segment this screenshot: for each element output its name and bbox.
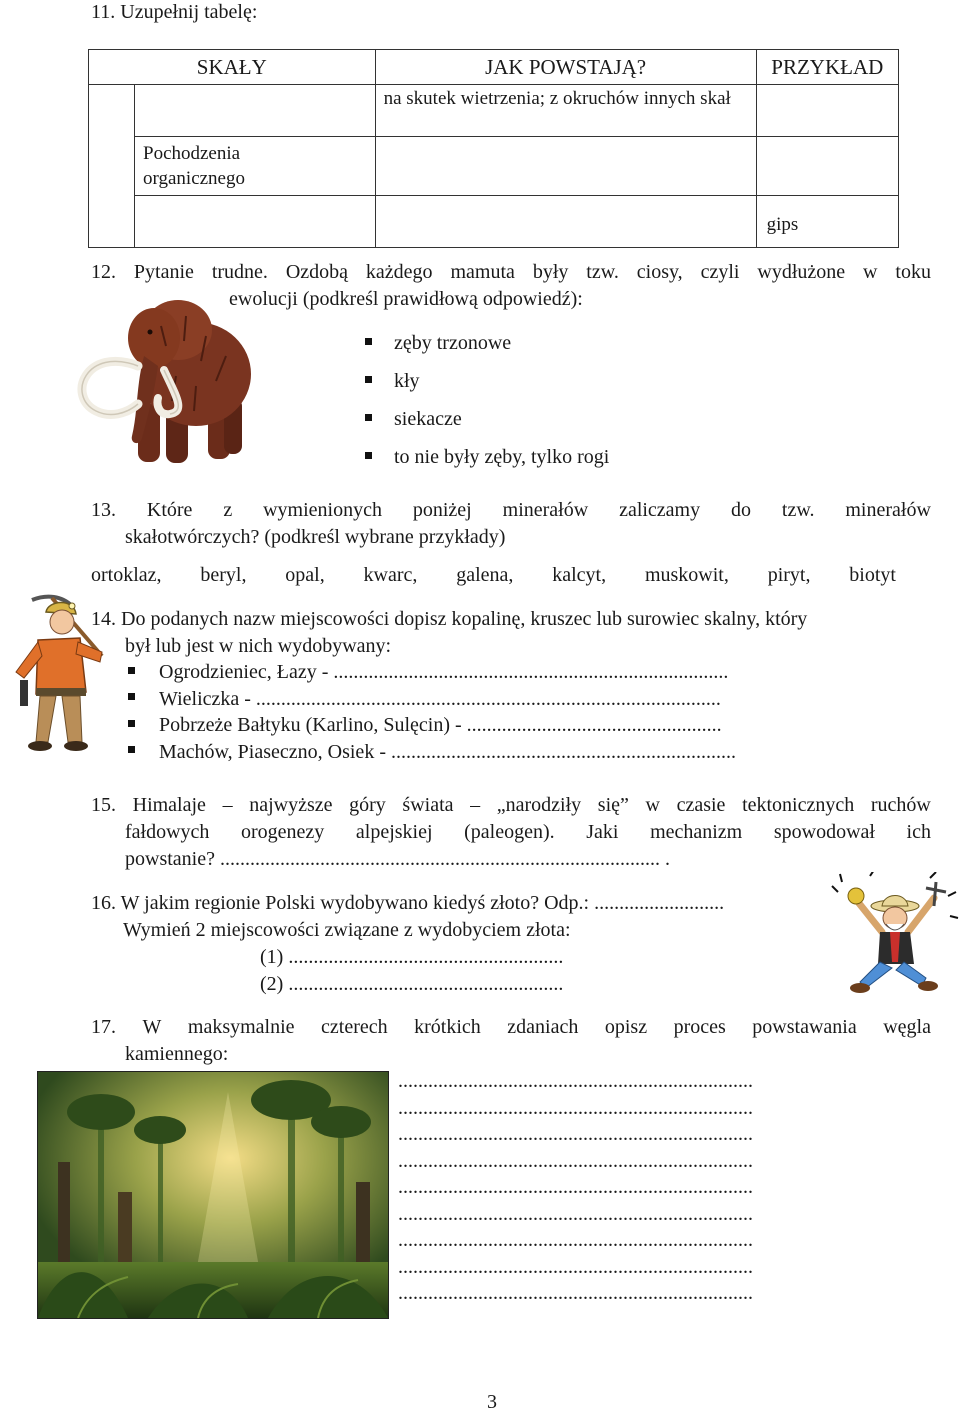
answer-line[interactable]: ....................................................................... [398, 1149, 753, 1172]
task15-word: (paleogen). [464, 821, 555, 843]
task15-word: świata [402, 794, 454, 816]
option-label: siekacze [394, 408, 462, 430]
task17-line2: kamiennego: [125, 1043, 229, 1065]
task13-line2: skałotwórczych? (podkreśl wybrane przykłady) [125, 526, 506, 548]
task12-word: w [863, 261, 878, 283]
option-label: to nie były zęby, tylko rogi [394, 446, 610, 468]
answer-line[interactable]: ....................................................................... [398, 1176, 753, 1198]
option-item[interactable] [365, 400, 609, 438]
task12-word: wydłużone [757, 261, 846, 283]
square-bullet-icon [128, 720, 135, 727]
mineral-item[interactable]: piryt, [767, 564, 811, 586]
task16-line2: Wymień 2 miejscowości związane z wydobyciem złota: [123, 919, 571, 941]
answer-line[interactable]: ....................................................................... [398, 1202, 753, 1225]
task15-number: 15. [91, 794, 116, 816]
mineral-item[interactable]: beryl, [200, 564, 247, 586]
table-header-row [89, 50, 899, 85]
task17-word: proces [673, 1016, 726, 1038]
task13-word: z [223, 499, 233, 521]
task17-word: krótkich [414, 1016, 481, 1038]
task12-line2: ewolucji (podkreśl prawidłową odpowiedź): [229, 288, 583, 310]
mineral-item[interactable]: kwarc, [363, 564, 418, 586]
task15-word: Himalaje [132, 794, 206, 816]
task12-word: trudne. [211, 261, 268, 283]
list-item [128, 686, 736, 713]
option-item[interactable] [365, 362, 609, 400]
answer-line[interactable]: ....................................................................... [398, 1070, 753, 1092]
task12-word: mamuta [450, 261, 515, 283]
task15-word: ich [906, 821, 931, 843]
miner-illustration [2, 592, 112, 757]
task12-word: były [532, 261, 569, 283]
task12-word: toku [895, 261, 931, 283]
task13-word: do [731, 499, 752, 521]
table-cell[interactable] [375, 196, 756, 248]
mammoth-illustration [66, 286, 256, 476]
mineral-item[interactable]: muskowit, [644, 564, 729, 586]
task12-word: Pytanie [133, 261, 194, 283]
list-item [128, 712, 736, 739]
answer-line[interactable]: ....................................................................... [398, 1229, 753, 1251]
option-item[interactable] [365, 438, 609, 476]
task17-word: opisz [604, 1016, 648, 1038]
answer-line[interactable]: Machów, Piaseczno, Osiek - ..................................................................... [159, 740, 736, 763]
carboniferous-forest-illustration [37, 1071, 389, 1319]
table-header-cell: SKAŁY [89, 50, 376, 85]
task17-number: 17. [91, 1016, 116, 1038]
task15-word: najwyższe [249, 794, 333, 816]
task12-word: każdego [365, 261, 433, 283]
list-item [128, 739, 736, 766]
answer-line[interactable]: Pobrzeże Bałtyku (Karlino, Sulęcin) - ................................................... [159, 714, 722, 736]
list-item [128, 659, 736, 686]
task15-word: ruchów [870, 794, 931, 816]
task13-word: minerałów [845, 499, 931, 521]
task12-word: Ozdobą [285, 261, 349, 283]
task15-word: mechanizm [650, 821, 743, 843]
square-bullet-icon [365, 452, 372, 459]
task13-word: wymienionych [263, 499, 382, 521]
table-row [89, 137, 899, 196]
square-bullet-icon [128, 746, 135, 753]
answer-line[interactable]: Wieliczka - ............................................................................................. [159, 687, 721, 710]
task14-items [128, 659, 736, 765]
mineral-item[interactable]: kalcyt, [552, 564, 607, 586]
square-bullet-icon [128, 667, 135, 674]
task12-number: 12. [91, 261, 116, 283]
rock-type-text: Pochodzenia organicznego [143, 143, 245, 189]
answer-line[interactable]: ....................................................................... [398, 1123, 753, 1145]
option-item[interactable] [365, 324, 609, 362]
answer-line[interactable]: ....................................................................... [398, 1096, 753, 1119]
task15-word: czasie [676, 794, 726, 816]
task13-word: poniżej [412, 499, 472, 521]
table-header-cell: JAK POWSTAJĄ? [375, 50, 756, 85]
answer-line[interactable]: Ogrodzieniec, Łazy - ............................................................................... [159, 661, 729, 683]
task12-word: czyli [700, 261, 740, 283]
task15-word: – [470, 794, 481, 816]
square-bullet-icon [365, 414, 372, 421]
task17-word: powstawania [752, 1016, 857, 1038]
task17-word: maksymalnie [187, 1016, 295, 1038]
task15-word: Jaki [586, 821, 619, 843]
task15-word: w [645, 794, 660, 816]
task16-line1: 16. W jakim regionie Polski wydobywano kiedyś złoto? Odp.: .......................... [91, 892, 725, 914]
square-bullet-icon [128, 693, 135, 700]
rock-example-text: gips [766, 214, 799, 235]
answer-line[interactable]: ....................................................................... [398, 1282, 753, 1304]
task15-line2 [125, 819, 931, 845]
mineral-item[interactable]: galena, [456, 564, 514, 586]
task13-word: minerałów [502, 499, 589, 521]
task15-line3[interactable]: powstanie? ........................................................................................ . [125, 848, 670, 870]
task13-word: zaliczamy [619, 499, 701, 521]
table-cell[interactable] [135, 85, 376, 137]
task15-word: alpejskiej [355, 821, 433, 843]
answer-line[interactable]: ....................................................................... [398, 1255, 753, 1278]
table-cell [375, 85, 756, 137]
task13-line1 [91, 497, 931, 523]
rocks-table [88, 49, 899, 248]
task14-line1: 14. Do podanych nazw miejscowości dopisz kopalinę, kruszec lub surowiec skalny, który [91, 608, 808, 630]
task15-word: orogenezy [241, 821, 325, 843]
task17-word: zdaniach [507, 1016, 579, 1038]
mineral-item[interactable]: opal, [285, 564, 325, 586]
task13-word: tzw. [781, 499, 815, 521]
task12-word: ciosy, [636, 261, 683, 283]
table-cell [135, 137, 376, 196]
task15-word: „narodziły [496, 794, 582, 816]
task11-heading: 11. Uzupełnij tabelę: [91, 1, 258, 23]
task15-word: góry [349, 794, 386, 816]
gold-prospector-illustration [830, 872, 960, 1002]
rock-origin-text: na skutek wietrzenia; z okruchów innych skał [383, 88, 731, 109]
task17-word: węgla [883, 1016, 931, 1038]
mineral-list [91, 562, 896, 588]
option-label: zęby trzonowe [394, 332, 512, 354]
table-cell [756, 196, 898, 248]
page-number: 3 [487, 1391, 497, 1413]
task17-word: czterech [321, 1016, 388, 1038]
task16-answer[interactable]: (1) ....................................................... [260, 946, 564, 968]
task13-word: Które [146, 499, 193, 521]
option-label: kły [394, 370, 420, 392]
task15-line1 [91, 792, 931, 818]
task17-line1 [91, 1014, 931, 1040]
task17-answer-lines [398, 1068, 753, 1307]
table-header-cell: PRZYKŁAD [756, 50, 898, 85]
task12-word: tzw. [586, 261, 619, 283]
mineral-item[interactable]: biotyt [849, 564, 896, 586]
task15-word: spowodował [773, 821, 875, 843]
mineral-item[interactable]: ortoklaz, [91, 564, 162, 586]
table-cell[interactable] [375, 137, 756, 196]
task15-word: fałdowych [125, 821, 210, 843]
task17-word: W [142, 1016, 162, 1038]
task15-word: – [222, 794, 233, 816]
task16-answer[interactable]: (2) ....................................................... [260, 973, 564, 995]
task12-line1 [91, 259, 931, 285]
table-cell[interactable] [756, 137, 898, 196]
task15-word: tektonicznych [742, 794, 855, 816]
table-cell [89, 85, 135, 248]
table-row [89, 196, 899, 248]
task13-number: 13. [91, 499, 116, 521]
task14-line2: był lub jest w nich wydobywany: [125, 635, 392, 657]
task15-word: się” [597, 794, 629, 816]
square-bullet-icon [365, 376, 372, 383]
table-cell[interactable] [135, 196, 376, 248]
square-bullet-icon [365, 338, 372, 345]
table-row [89, 85, 899, 137]
task12-options [365, 324, 609, 476]
table-cell[interactable] [756, 85, 898, 137]
